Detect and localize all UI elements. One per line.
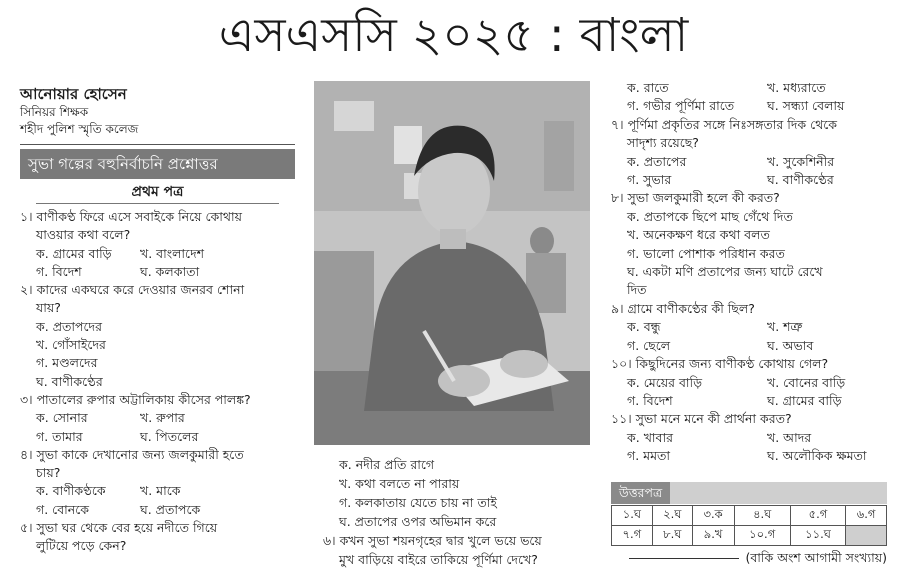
- page-title: এসএসসি ২০২৫ : বাংলা: [218, 8, 689, 63]
- option: ক. সোনার: [36, 410, 88, 426]
- question-text: সাদৃশ্য রয়েছে?: [627, 135, 699, 151]
- option: খ. বোনের বাড়ি: [767, 374, 846, 390]
- option: ক. মেয়ের বাড়ি: [627, 374, 703, 390]
- option: গ. বিদেশ: [36, 263, 82, 279]
- divider: [629, 558, 739, 559]
- question-list: [20, 208, 295, 556]
- option: খ. আদর: [767, 429, 812, 445]
- question-text: চায়?: [36, 465, 61, 481]
- author-name: আনোয়ার হোসেন: [20, 85, 127, 103]
- table-row: [612, 526, 887, 546]
- option: গ. বোনকে: [36, 501, 90, 517]
- option: ঘ. প্রতাপের ওপর অভিমান করে: [339, 514, 497, 529]
- option: ক. নদীর প্রতি রাগে: [339, 457, 435, 472]
- option: খ. মাকে: [140, 483, 181, 499]
- question-text: ৫। সুভা ঘর থেকে বের হয়ে নদীতে গিয়ে: [20, 520, 218, 536]
- answer-options: [20, 245, 295, 263]
- option: খ. মধ্যরাতে: [767, 80, 826, 95]
- answer-cell: ৪.ঘ: [734, 506, 790, 526]
- student-photo: [314, 81, 590, 445]
- option: খ. শত্রু: [767, 319, 803, 335]
- option: ঘ. প্রতাপকে: [140, 501, 201, 517]
- option: দিত: [627, 282, 647, 298]
- question-text: ৯। গ্রামে বাণীকণ্ঠের কী ছিল?: [611, 300, 755, 316]
- question-text: ৭। পূর্ণিমা প্রকৃতির সঙ্গে নিঃসঙ্গতার দিক থেকে: [611, 116, 838, 132]
- left-column: [20, 84, 295, 556]
- answer-cell: ২.ঘ: [652, 506, 692, 526]
- option: ক. গ্রামের বাড়ি: [36, 245, 112, 261]
- option: ঘ. পিতলের: [140, 428, 199, 444]
- answer-options: [20, 428, 295, 446]
- option: গ. কলকাতায় যেতে চায় না তাই: [339, 495, 497, 510]
- continued-note-text: (বাকি অংশ আগামী সংখ্যায়): [745, 550, 887, 565]
- answer-cell: ১০.গ: [734, 526, 790, 546]
- option: ঘ. বাণীকণ্ঠের: [36, 373, 103, 389]
- option: গ. ছেলে: [627, 337, 671, 353]
- answer-options: [611, 337, 896, 355]
- question-text: মুখ বাড়িয়ে বাইরে তাকিয়ে পূর্ণিমা দেখে?: [339, 552, 538, 567]
- option: গ. মণ্ডলদের: [36, 355, 98, 371]
- section-banner: সুভা গল্পের বহুনির্বাচনি প্রশ্নোত্তর: [20, 149, 295, 179]
- answer-cell-empty: [846, 526, 887, 546]
- question-text: যায়?: [36, 300, 61, 316]
- answer-options: [611, 429, 896, 447]
- option: খ. বাংলাদেশ: [140, 245, 205, 261]
- student-writing-image: [314, 81, 590, 445]
- option: ক. খাবার: [627, 429, 673, 445]
- answer-options: [611, 171, 896, 189]
- author-institution: শহীদ পুলিশ স্মৃতি কলেজ: [20, 122, 139, 136]
- continued-note: [611, 548, 887, 568]
- question-text: ১০। কিছুদিনের জন্য বাণীকণ্ঠ কোথায় গেল?: [611, 356, 829, 372]
- answer-options: [611, 392, 896, 410]
- answer-options: [20, 482, 295, 500]
- option: ঘ. বাণীকণ্ঠের: [767, 172, 834, 188]
- answer-cell: ৭.গ: [612, 526, 653, 546]
- option: খ. সুকেশিনীর: [767, 153, 835, 169]
- answer-key-title: উত্তরপত্র: [611, 482, 670, 504]
- question-text: ৩। পাতালের রুপার অট্টালিকায় কীসের পালঙ্ক?: [20, 391, 251, 407]
- option: খ. কথা বলতে না পারায়: [339, 476, 460, 491]
- option: ঘ. একটা মণি প্রতাপের জন্য ঘাটে রেখে: [627, 264, 823, 280]
- author-designation: সিনিয়র শিক্ষক: [20, 105, 89, 119]
- answer-options: [20, 409, 295, 427]
- answer-options: [611, 97, 896, 115]
- option: ক. রাতে: [627, 80, 669, 95]
- table-row: [612, 506, 887, 526]
- option: গ. তামার: [36, 428, 83, 444]
- answer-cell: ১১.ঘ: [790, 526, 845, 546]
- option: ক. প্রতাপকে ছিপে মাছ গেঁথে দিত: [627, 208, 793, 224]
- question-text: ৮। সুভা জলকুমারী হলে কী করত?: [611, 190, 780, 206]
- option: গ. ভালো পোশাক পরিধান করত: [627, 245, 785, 261]
- option: ঘ. সন্ধ্যা বেলায়: [767, 98, 845, 114]
- middle-column: [323, 455, 613, 569]
- option: গ. মমতা: [627, 448, 671, 464]
- answer-options: [611, 79, 896, 97]
- answer-cell: ৫.গ: [790, 506, 845, 526]
- option: ক. বন্ধু: [627, 319, 661, 335]
- option: গ. গভীর পূর্ণিমা রাতে: [627, 98, 735, 114]
- divider: [20, 144, 295, 145]
- answer-options: [20, 263, 295, 281]
- option: খ. গোঁসাইদের: [36, 337, 106, 353]
- paper-title: প্রথম পত্র: [36, 181, 279, 204]
- option: ক. বাণীকণ্ঠকে: [36, 483, 106, 499]
- answer-key-table: [611, 505, 887, 546]
- answer-cell: ৩.ক: [692, 506, 734, 526]
- answer-options: [611, 374, 896, 392]
- option: গ. বিদেশ: [627, 392, 673, 408]
- right-column: [611, 79, 896, 466]
- option: ঘ. অভাব: [767, 337, 814, 353]
- answer-options: [20, 501, 295, 519]
- answer-options: [611, 318, 896, 336]
- answer-options: [611, 447, 896, 465]
- question-text: ২। কাদের একঘরে করে দেওয়ার জনরব শোনা: [20, 282, 245, 298]
- option: ঘ. গ্রামের বাড়ি: [767, 392, 842, 408]
- option: গ. সুভার: [627, 172, 672, 188]
- answer-cell: ১.ঘ: [612, 506, 653, 526]
- question-text: ১১। সুভা মনে মনে কী প্রার্থনা করত?: [611, 411, 792, 427]
- question-text: যাওয়ার কথা বলে?: [36, 227, 131, 243]
- option: ক. প্রতাপের: [627, 153, 687, 169]
- answer-cell: ৯.খ: [692, 526, 734, 546]
- question-text: ৪। সুভা কাকে দেখানোর জন্য জলকুমারী হতে: [20, 446, 244, 462]
- option: ঘ. কলকাতা: [140, 263, 200, 279]
- question-text: ৬। কখন সুভা শয়নগৃহের দ্বার খুলে ভয়ে ভয়ে: [323, 533, 542, 548]
- question-text: ১। বাণীকণ্ঠ ফিরে এসে সবাইকে নিয়ে কোথায়: [20, 209, 243, 224]
- option: খ. রুপার: [140, 410, 185, 426]
- option: খ. অনেকক্ষণ ধরে কথা বলত: [627, 227, 770, 243]
- question-text: লুটিয়ে পড়ে কেন?: [36, 538, 127, 554]
- answer-key-header: [611, 482, 887, 504]
- answer-options: [611, 153, 896, 171]
- option: ক. প্রতাপদের: [36, 318, 102, 334]
- answer-cell: ৬.গ: [846, 506, 887, 526]
- answer-cell: ৮.ঘ: [652, 526, 692, 546]
- option: ঘ. অলৌকিক ক্ষমতা: [767, 448, 867, 464]
